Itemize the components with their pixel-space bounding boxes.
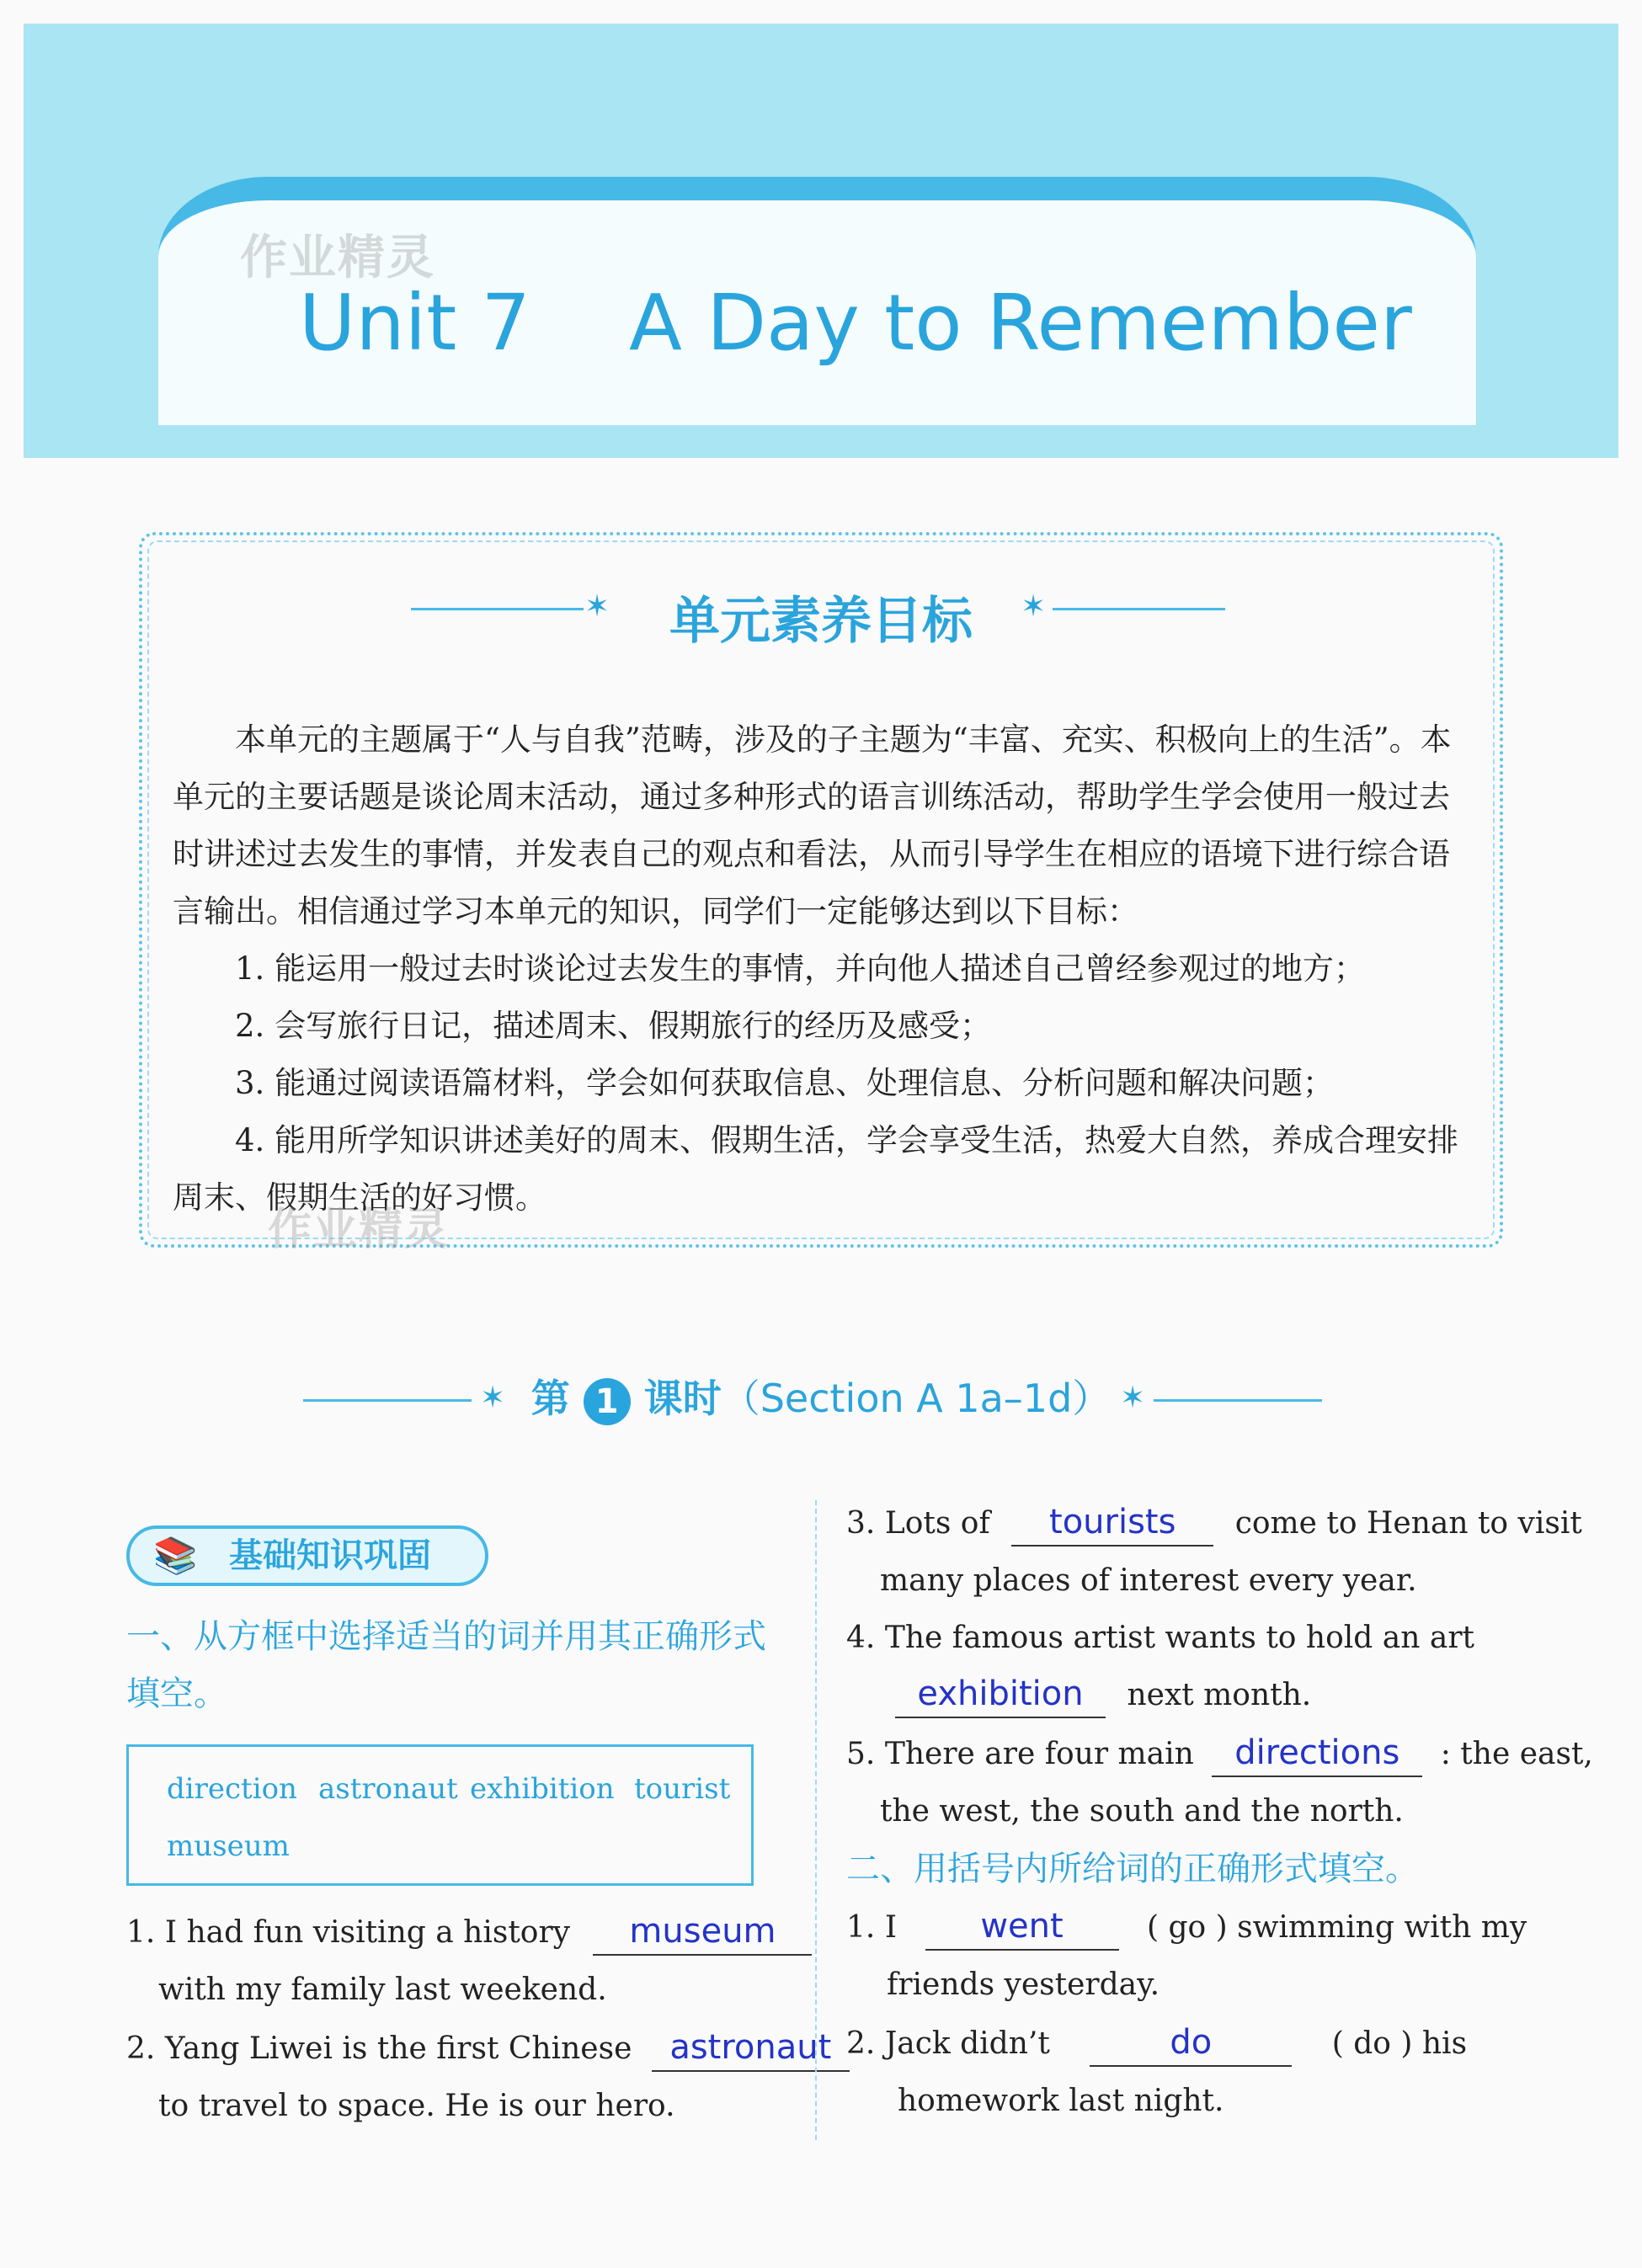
word-option: museum	[167, 1829, 290, 1863]
lesson-suffix: 课时	[643, 1376, 722, 1421]
question-text: ( do ) his	[1331, 2026, 1468, 2061]
watermark: 作业精灵	[240, 231, 435, 285]
question-text: next month.	[1127, 1678, 1312, 1712]
goals-text	[173, 711, 1469, 1227]
word-box	[126, 1744, 754, 1886]
unit-title: Unit 7 A Day to Remember	[299, 278, 1412, 368]
question-p2-2	[846, 2015, 1467, 2073]
question-3-cont: many places of interest every year.	[880, 1563, 1417, 1598]
question-text: I had fun visiting a history	[164, 1915, 571, 1950]
book-icon: 📚	[153, 1535, 198, 1576]
question-2-cont: to travel to space. He is our hero.	[158, 2089, 675, 2123]
basics-label: 基础知识巩固	[229, 1536, 431, 1575]
question-number: 1.	[126, 1915, 156, 1950]
watermark: 作业精灵	[268, 1205, 450, 1255]
lesson-number: 1	[584, 1378, 631, 1425]
question-1	[126, 1904, 812, 1962]
column-divider	[815, 1500, 817, 2140]
question-text: Lots of	[884, 1506, 990, 1541]
star-icon: ✶	[1120, 1381, 1146, 1415]
answer-blank[interactable]: directions	[1212, 1730, 1422, 1777]
question-3	[846, 1495, 1582, 1552]
question-number: 3.	[846, 1506, 876, 1541]
question-text: There are four main	[884, 1737, 1194, 1771]
question-5-cont: the west, the south and the north.	[880, 1794, 1404, 1829]
word-option: tourist	[634, 1772, 731, 1806]
goal-item: 2. 会写旅行日记，描述周末、假期旅行的经历及感受；	[235, 1008, 992, 1044]
answer-blank[interactable]: exhibition	[895, 1671, 1106, 1718]
question-number: 5.	[846, 1737, 876, 1771]
answer-blank[interactable]: went	[925, 1903, 1119, 1951]
question-4	[846, 1610, 1474, 1667]
part1-heading-line1: 一、从方框中选择适当的词并用其正确形式	[126, 1617, 766, 1656]
question-number: 4.	[846, 1621, 876, 1655]
question-text: come to Henan to visit	[1234, 1506, 1582, 1541]
goals-intro: 本单元的主题属于“人与自我”范畴，涉及的子主题为“丰富、充实、积极向上的生活”。本单元的主要话题是谈论周末活动，通过多种形式的语言训练活动，帮助学生学会使用一般过去时讲述过去发生的事情，并发表自己的观点和看法，从而引导学生在相应的语境下进行综合语言输出。相信通过学习本单元的知识，同学们一定能够达到以下目标：	[173, 721, 1452, 929]
star-icon: ✶	[1021, 589, 1047, 624]
question-number: 1.	[846, 1910, 876, 1945]
star-icon: ✶	[480, 1381, 506, 1415]
question-1-cont: with my family last weekend.	[158, 1973, 607, 2007]
star-icon: ✶	[584, 589, 610, 624]
answer-blank[interactable]: tourists	[1011, 1499, 1213, 1547]
lesson-prefix: 第	[530, 1376, 570, 1421]
question-2	[126, 2020, 850, 2078]
question-text: The famous artist wants to hold an art	[884, 1621, 1475, 1655]
part1-heading	[126, 1608, 766, 1722]
question-text: Jack didn’t	[884, 2026, 1050, 2061]
goal-item: 3. 能通过阅读语篇材料，学会如何获取信息、处理信息、分析问题和解决问题；	[235, 1065, 1335, 1101]
question-number: 2.	[846, 2026, 876, 2061]
question-p2-1-cont: friends yesterday.	[887, 1967, 1160, 2002]
question-text: I	[884, 1910, 898, 1945]
lesson-section: （Section A 1a–1d）	[721, 1376, 1112, 1421]
question-p2-2-cont: homework last night.	[898, 2084, 1224, 2118]
question-p2-1	[846, 1899, 1527, 1957]
part2-heading: 二、用括号内所给词的正确形式填空。	[846, 1850, 1419, 1888]
word-option: astronaut	[318, 1772, 458, 1806]
question-text: ( go ) swimming with my	[1146, 1910, 1527, 1945]
word-option: exhibition	[470, 1772, 615, 1806]
question-text: : the east,	[1440, 1737, 1593, 1771]
part1-heading-line2: 填空。	[126, 1674, 227, 1713]
question-4-cont	[895, 1667, 1311, 1724]
word-option: direction	[167, 1772, 297, 1806]
question-5	[846, 1726, 1593, 1783]
question-number: 2.	[126, 2031, 156, 2066]
heading-rule-right	[1053, 608, 1225, 610]
goal-item: 4. 能用所学知识讲述美好的周末、假期生活，学会享受生活，热爱大自然，养成合理安排周末、假期生活的好习惯。	[173, 1122, 1459, 1216]
goals-heading: 单元素养目标	[669, 592, 973, 651]
question-text: Yang Liwei is the first Chinese	[164, 2031, 632, 2066]
lesson-rule-right	[1154, 1399, 1322, 1402]
answer-blank[interactable]: do	[1090, 2020, 1292, 2067]
answer-blank[interactable]: museum	[593, 1909, 812, 1956]
lesson-heading	[0, 1368, 1642, 1425]
goal-item: 1. 能运用一般过去时谈论过去发生的事情，并向他人描述自己曾经参观过的地方；	[235, 950, 1366, 987]
basics-pill	[126, 1525, 488, 1586]
answer-blank[interactable]: astronaut	[652, 2025, 850, 2072]
